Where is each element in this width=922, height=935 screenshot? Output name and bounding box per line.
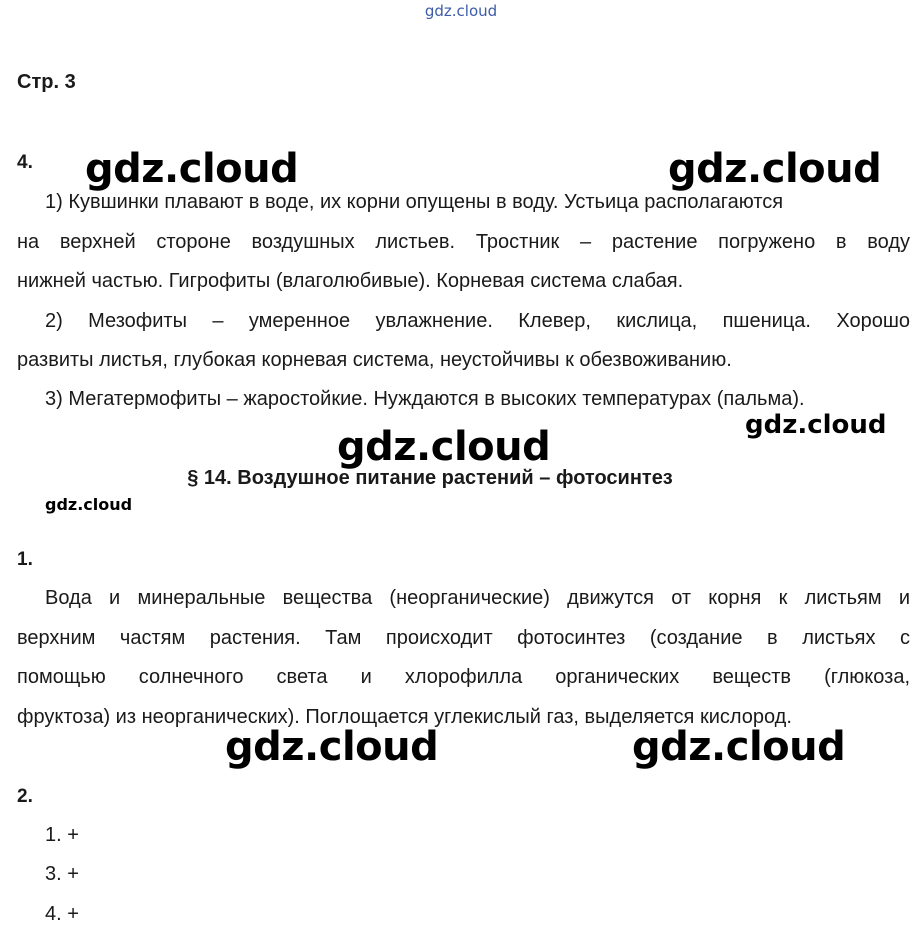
section-title: § 14. Воздушное питание растений – фотосинтез bbox=[187, 467, 673, 489]
task-1-line-1: Вода и минеральные вещества (неорганические) движутся от корня к листьям и bbox=[45, 587, 910, 609]
watermark-2: gdz.cloud bbox=[668, 146, 882, 192]
watermark-7: gdz.cloud bbox=[632, 724, 846, 770]
watermark-3: gdz.cloud bbox=[337, 424, 551, 470]
watermark-5: gdz.cloud bbox=[45, 495, 133, 514]
task-4-line-6: 3) Мегатермофиты – жаростойкие. Нуждаются в высоких температурах (пальма). bbox=[45, 388, 805, 410]
task-2-item-2: 3. + bbox=[45, 863, 79, 885]
task-1-line-3: помощью солнечного света и хлорофилла органических веществ (глюкоза, bbox=[17, 666, 910, 688]
header-watermark: gdz.cloud bbox=[424, 2, 498, 20]
watermark-6: gdz.cloud bbox=[225, 724, 439, 770]
task-1-line-4: фруктоза) из неорганических). Поглощается углекислый газ, выделяется кислород. bbox=[17, 706, 792, 728]
task-4-line-1: 1) Кувшинки плавают в воде, их корни опущены в воду. Устьица располагаются bbox=[45, 191, 784, 213]
task-2-item-3: 4. + bbox=[45, 903, 79, 925]
page-reference: Стр. 3 bbox=[17, 71, 76, 93]
watermark-1: gdz.cloud bbox=[85, 146, 299, 192]
task-1-line-2: верхним частям растения. Там происходит фотосинтез (создание в листьях с bbox=[17, 627, 910, 649]
task-4-line-5: развиты листья, глубокая корневая система, неустойчивы к обезвоживанию. bbox=[17, 349, 732, 371]
task-2-number: 2. bbox=[17, 786, 33, 807]
task-4-line-3: нижней частью. Гигрофиты (влаголюбивые). Корневая система слабая. bbox=[17, 270, 684, 292]
task-4-number: 4. bbox=[17, 152, 33, 173]
task-1-number: 1. bbox=[17, 549, 33, 570]
task-2-item-1: 1. + bbox=[45, 824, 79, 846]
watermark-4: gdz.cloud bbox=[745, 410, 887, 440]
task-4-line-4: 2) Мезофиты – умеренное увлажнение. Клевер, кислица, пшеница. Хорошо bbox=[45, 310, 910, 332]
task-4-line-2: на верхней стороне воздушных листьев. Тростник – растение погружено в воду bbox=[17, 231, 910, 253]
